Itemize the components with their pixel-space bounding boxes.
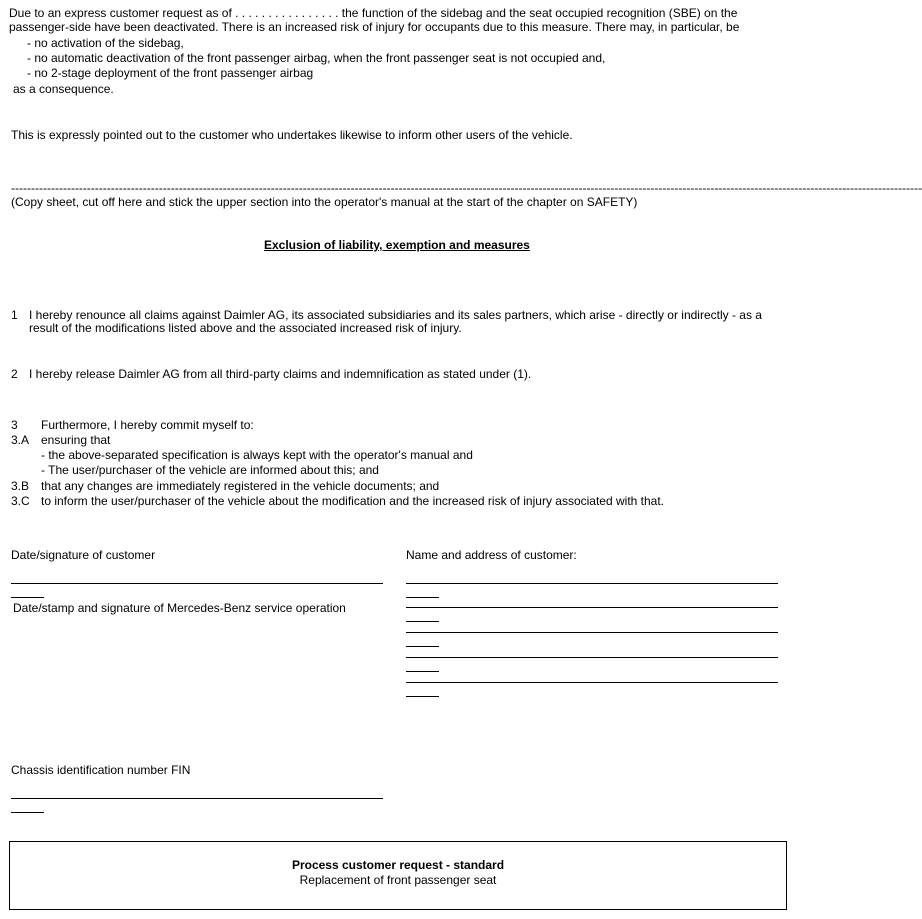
customer-name-address-label: Name and address of customer:	[406, 548, 577, 562]
service-stamp-label: Date/stamp and signature of Mercedes-Benz service operation	[13, 601, 346, 615]
item-3-number: 3	[11, 418, 18, 432]
address-line-5-wrap	[406, 696, 439, 697]
section-heading: Exclusion of liability, exemption and measures	[264, 238, 530, 252]
item-1-number: 1	[11, 308, 18, 322]
item-3b-text: that any changes are immediately registered in the vehicle documents; and	[41, 479, 440, 493]
customer-signature-line-wrap	[11, 597, 44, 598]
cut-line: ------------------------------------------------------------------------------------------------------------------------------------------------------------------------------------------------------------------------------------	[11, 181, 922, 195]
item-2-number: 2	[11, 367, 18, 381]
address-line-3-wrap	[406, 646, 439, 647]
footer-box-title: Process customer request - standard	[291, 858, 505, 872]
intro-bullet-3: - no 2-stage deployment of the front passenger airbag	[27, 66, 314, 80]
intro-line-2: passenger-side have been deactivated. There is an increased risk of injury for occupants due to this measure. There may, in particular, be	[9, 20, 740, 34]
item-1-line-1: I hereby renounce all claims against Daimler AG, its associated subsidiaries and its sales partners, which arise - directly or indirectly - as a	[29, 308, 762, 322]
chassis-line	[11, 798, 383, 799]
item-3b-number: 3.B	[11, 479, 30, 493]
customer-date-signature-label: Date/signature of customer	[11, 548, 156, 562]
item-3a-sub-2: - The user/purchaser of the vehicle are informed about this; and	[41, 463, 379, 477]
customer-notice: This is expressly pointed out to the customer who undertakes likewise to inform other users of the vehicle.	[11, 128, 573, 142]
item-2-text: I hereby release Daimler AG from all third-party claims and indemnification as stated under (1).	[29, 367, 532, 381]
cut-instruction: (Copy sheet, cut off here and stick the upper section into the operator's manual at the start of the chapter on SAFETY)	[11, 195, 638, 209]
customer-signature-line	[11, 583, 383, 584]
item-3-text: Furthermore, I hereby commit myself to:	[41, 418, 254, 432]
address-line-1	[406, 583, 778, 584]
address-line-2-wrap	[406, 621, 439, 622]
address-line-5	[406, 682, 778, 683]
item-3c-text: to inform the user/purchaser of the vehicle about the modification and the increased risk of injury associated with that.	[41, 494, 665, 508]
footer-box-subtitle: Replacement of front passenger seat	[299, 873, 497, 887]
address-line-1-wrap	[406, 597, 439, 598]
chassis-line-wrap	[11, 812, 44, 813]
item-3a-sub-1: - the above-separated specification is always kept with the operator's manual and	[41, 448, 473, 462]
item-3c-number: 3.C	[11, 494, 30, 508]
address-line-2	[406, 607, 778, 608]
chassis-number-label: Chassis identification number FIN	[11, 763, 191, 777]
intro-bullet-2: - no automatic deactivation of the front passenger airbag, when the front passenger seat is not occupied and,	[27, 51, 606, 65]
item-3a-number: 3.A	[11, 433, 30, 447]
intro-line-1: Due to an express customer request as of . . . . . . . . . . . . . . . . the function of the sidebag and the seat occupied recognition (SBE) on the	[9, 6, 738, 20]
item-3a-text: ensuring that	[41, 433, 111, 447]
item-1-line-2: result of the modifications listed above and the associated increased risk of injury.	[29, 321, 462, 335]
address-line-3	[406, 632, 778, 633]
intro-bullet-1: - no activation of the sidebag,	[27, 36, 184, 50]
intro-consequence: as a consequence.	[13, 82, 114, 96]
address-line-4-wrap	[406, 671, 439, 672]
address-line-4	[406, 657, 778, 658]
footer-box	[9, 841, 787, 910]
